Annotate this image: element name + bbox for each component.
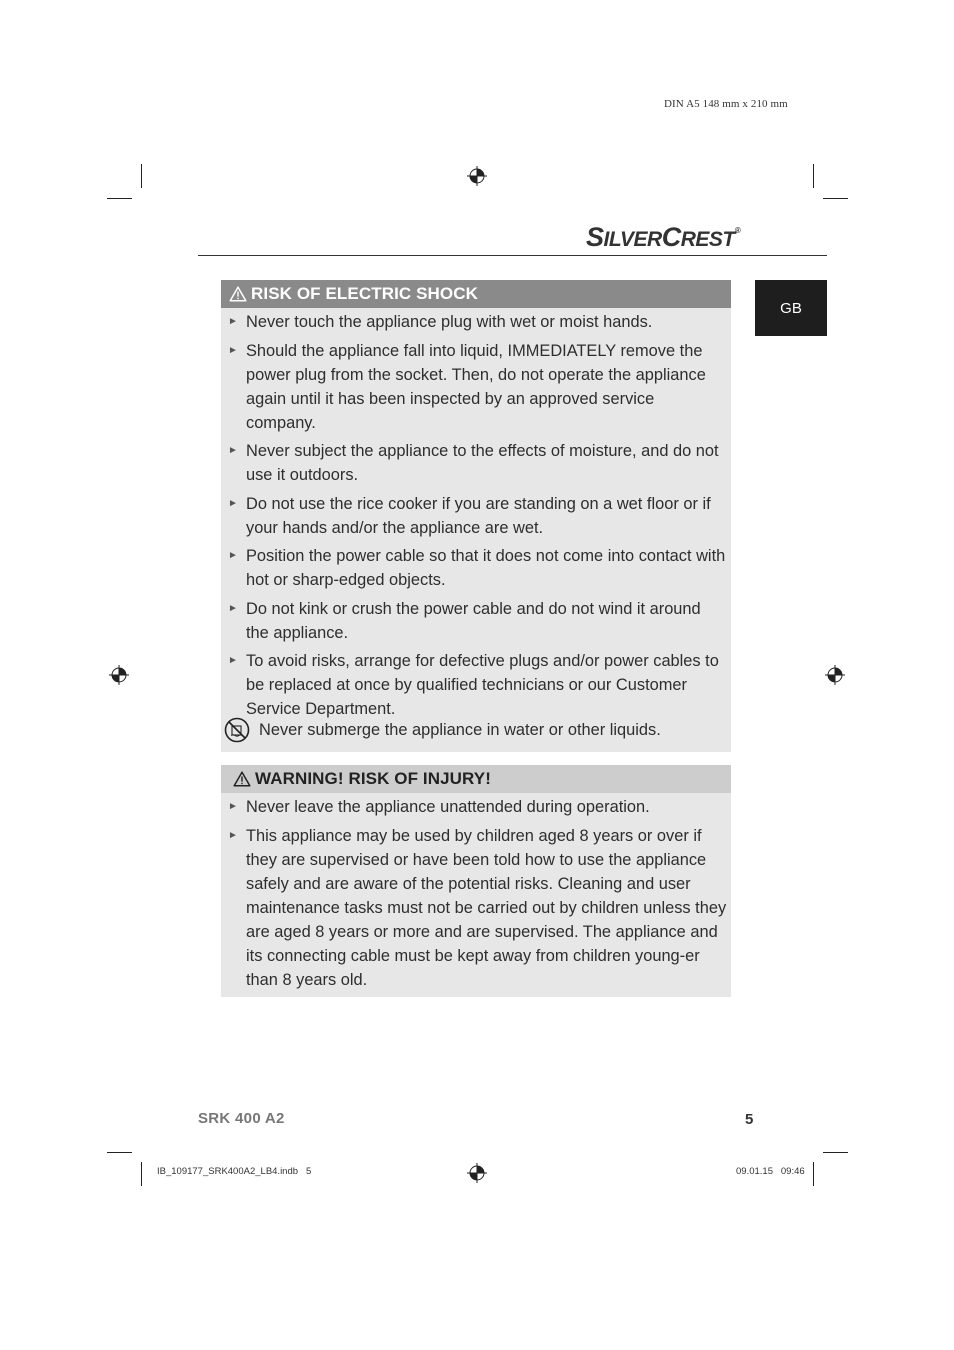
din-format-label: DIN A5 148 mm x 210 mm [664,98,788,110]
model-number: SRK 400 A2 [198,1110,285,1127]
list-item: ► To avoid risks, arrange for defective plugs and/or power cables to be replaced at once by qualified technicians or our Customer Service Department. [221,649,731,721]
page-number: 5 [745,1111,754,1128]
arrow-bullet-icon: ► [228,445,238,456]
arrow-bullet-icon: ► [228,801,238,812]
slug-filename: IB_109177_SRK400A2_LB4.indb 5 [157,1166,312,1177]
crop-mark [141,164,142,188]
list-item: ► Do not kink or crush the power cable and do not wind it around the appliance. [221,597,731,645]
registration-mark-icon [467,166,487,186]
crop-mark [141,1162,142,1186]
arrow-bullet-icon: ► [228,344,238,356]
arrow-bullet-icon: ► [228,497,238,509]
warning-triangle-icon [229,286,247,302]
registration-mark-icon [467,1163,487,1183]
section-title: WARNING! RISK OF INJURY! [255,769,491,788]
crop-mark [823,1152,848,1153]
arrow-bullet-icon: ► [228,655,238,666]
submerge-note: Never submerge the appliance in water or other liquids. [224,717,661,743]
list-item: ► This appliance may be used by children aged 8 years or over if they are supervised or have been told how to use the appliance safely and are aware of the potential risks. Cleaning and user maintenance tasks must not be carried out by children unless they are aged 8 years or more and are supervised. The appliance and its connecting cable must be kept away from children young-er than 8 years old. [221,824,731,992]
section-heading [221,280,731,308]
header-rule [198,255,827,256]
crop-mark [813,164,814,188]
arrow-bullet-icon: ► [228,602,238,614]
crop-mark [813,1162,814,1186]
brand-logo: SILVERCREST® [586,222,741,252]
slug-date: 09.01.15 09:46 [736,1166,805,1177]
crop-mark [107,198,132,199]
arrow-bullet-icon: ► [228,829,238,841]
list-item: ► Position the power cable so that it does not come into contact with hot or sharp-edged objects. [221,544,731,592]
electric-shock-section [221,280,731,752]
arrow-bullet-icon: ► [228,316,238,327]
section-heading [221,765,731,793]
crop-mark [107,1152,132,1153]
language-tab: GB [755,280,827,336]
list-item: ► Never leave the appliance unattended during operation. [221,795,731,819]
registration-mark-icon [109,665,129,685]
section-title: RISK OF ELECTRIC SHOCK [251,284,478,303]
list-item: ► Do not use the rice cooker if you are standing on a wet floor or if your hands and/or the appliance are wet. [221,492,731,540]
crop-mark [823,198,848,199]
arrow-bullet-icon: ► [228,550,238,561]
no-submerge-icon [224,717,250,743]
list-item: ► Never subject the appliance to the effects of moisture, and do not use it outdoors. [221,439,731,487]
list-item: ► Should the appliance fall into liquid, IMMEDIATELY remove the power plug from the socket. Then, do not operate the appliance again until it has been inspected by an approved service company. [221,339,731,435]
warning-triangle-icon [233,771,251,787]
registration-mark-icon [825,665,845,685]
injury-warning-section [221,765,731,997]
list-item: ► Never touch the appliance plug with wet or moist hands. [221,310,731,334]
